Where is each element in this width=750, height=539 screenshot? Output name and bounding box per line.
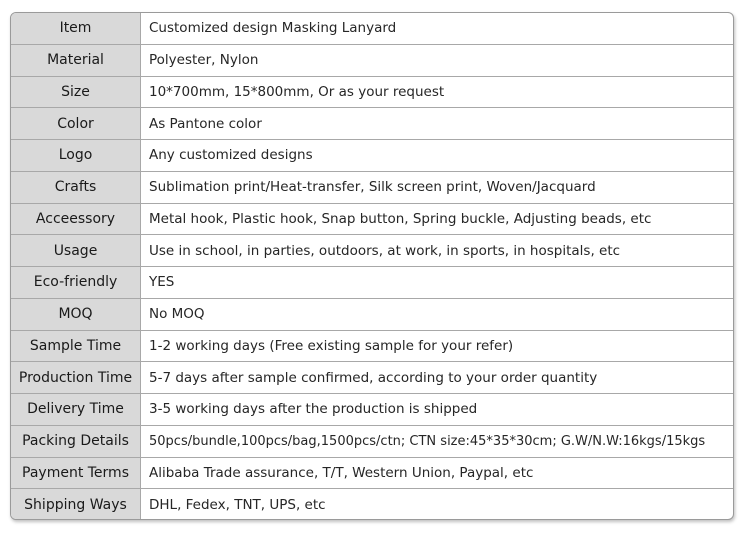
spec-row-moq bbox=[11, 299, 733, 331]
spec-label: Item bbox=[11, 13, 141, 44]
spec-value: Customized design Masking Lanyard bbox=[149, 20, 397, 37]
spec-row-size bbox=[11, 77, 733, 109]
spec-value: 1-2 working days (Free existing sample for your refer) bbox=[149, 337, 514, 354]
product-spec-table bbox=[10, 12, 734, 520]
spec-value: 3-5 working days after the production is shipped bbox=[149, 401, 478, 418]
spec-value: 5-7 days after sample confirmed, according to your order quantity bbox=[149, 369, 598, 386]
spec-label: Delivery Time bbox=[11, 394, 141, 425]
spec-label: Usage bbox=[11, 235, 141, 266]
spec-row-sample-time bbox=[11, 331, 733, 363]
spec-label: Packing Details bbox=[11, 426, 141, 457]
spec-row-packing-details bbox=[11, 426, 733, 458]
spec-row-accessory bbox=[11, 204, 733, 236]
spec-label: Eco-friendly bbox=[11, 267, 141, 298]
spec-label: Production Time bbox=[11, 362, 141, 393]
spec-value: As Pantone color bbox=[149, 115, 262, 132]
spec-value: 10*700mm, 15*800mm, Or as your request bbox=[149, 83, 445, 100]
spec-row-delivery-time bbox=[11, 394, 733, 426]
spec-label: Shipping Ways bbox=[11, 489, 141, 520]
spec-row-material bbox=[11, 45, 733, 77]
spec-label: Crafts bbox=[11, 172, 141, 203]
spec-row-shipping-ways bbox=[11, 489, 733, 520]
spec-label: Color bbox=[11, 108, 141, 139]
spec-row-eco-friendly bbox=[11, 267, 733, 299]
spec-row-logo bbox=[11, 140, 733, 172]
spec-row-item bbox=[11, 13, 733, 45]
spec-label: Sample Time bbox=[11, 331, 141, 362]
spec-label: Size bbox=[11, 77, 141, 108]
spec-value: Any customized designs bbox=[149, 147, 313, 164]
spec-row-usage bbox=[11, 235, 733, 267]
spec-value: No MOQ bbox=[149, 306, 205, 323]
spec-value: 50pcs/bundle,100pcs/bag,1500pcs/ctn; CTN size:45*35*30cm; G.W/N.W:16kgs/15kgs bbox=[149, 433, 706, 449]
spec-value: Alibaba Trade assurance, T/T, Western Union, Paypal, etc bbox=[149, 464, 534, 481]
spec-row-crafts bbox=[11, 172, 733, 204]
spec-label: MOQ bbox=[11, 299, 141, 330]
spec-row-color bbox=[11, 108, 733, 140]
spec-value: Use in school, in parties, outdoors, at work, in sports, in hospitals, etc bbox=[149, 242, 621, 259]
spec-label: Logo bbox=[11, 140, 141, 171]
spec-value: YES bbox=[149, 274, 175, 291]
spec-value: Polyester, Nylon bbox=[149, 52, 259, 69]
spec-label: Payment Terms bbox=[11, 458, 141, 489]
spec-value: Sublimation print/Heat-transfer, Silk screen print, Woven/Jacquard bbox=[149, 179, 596, 196]
spec-value: DHL, Fedex, TNT, UPS, etc bbox=[149, 497, 326, 514]
spec-value: Metal hook, Plastic hook, Snap button, Spring buckle, Adjusting beads, etc bbox=[149, 210, 652, 227]
spec-row-payment-terms bbox=[11, 458, 733, 490]
spec-label: Material bbox=[11, 45, 141, 76]
spec-row-production-time bbox=[11, 362, 733, 394]
spec-label: Acceessory bbox=[11, 204, 141, 235]
